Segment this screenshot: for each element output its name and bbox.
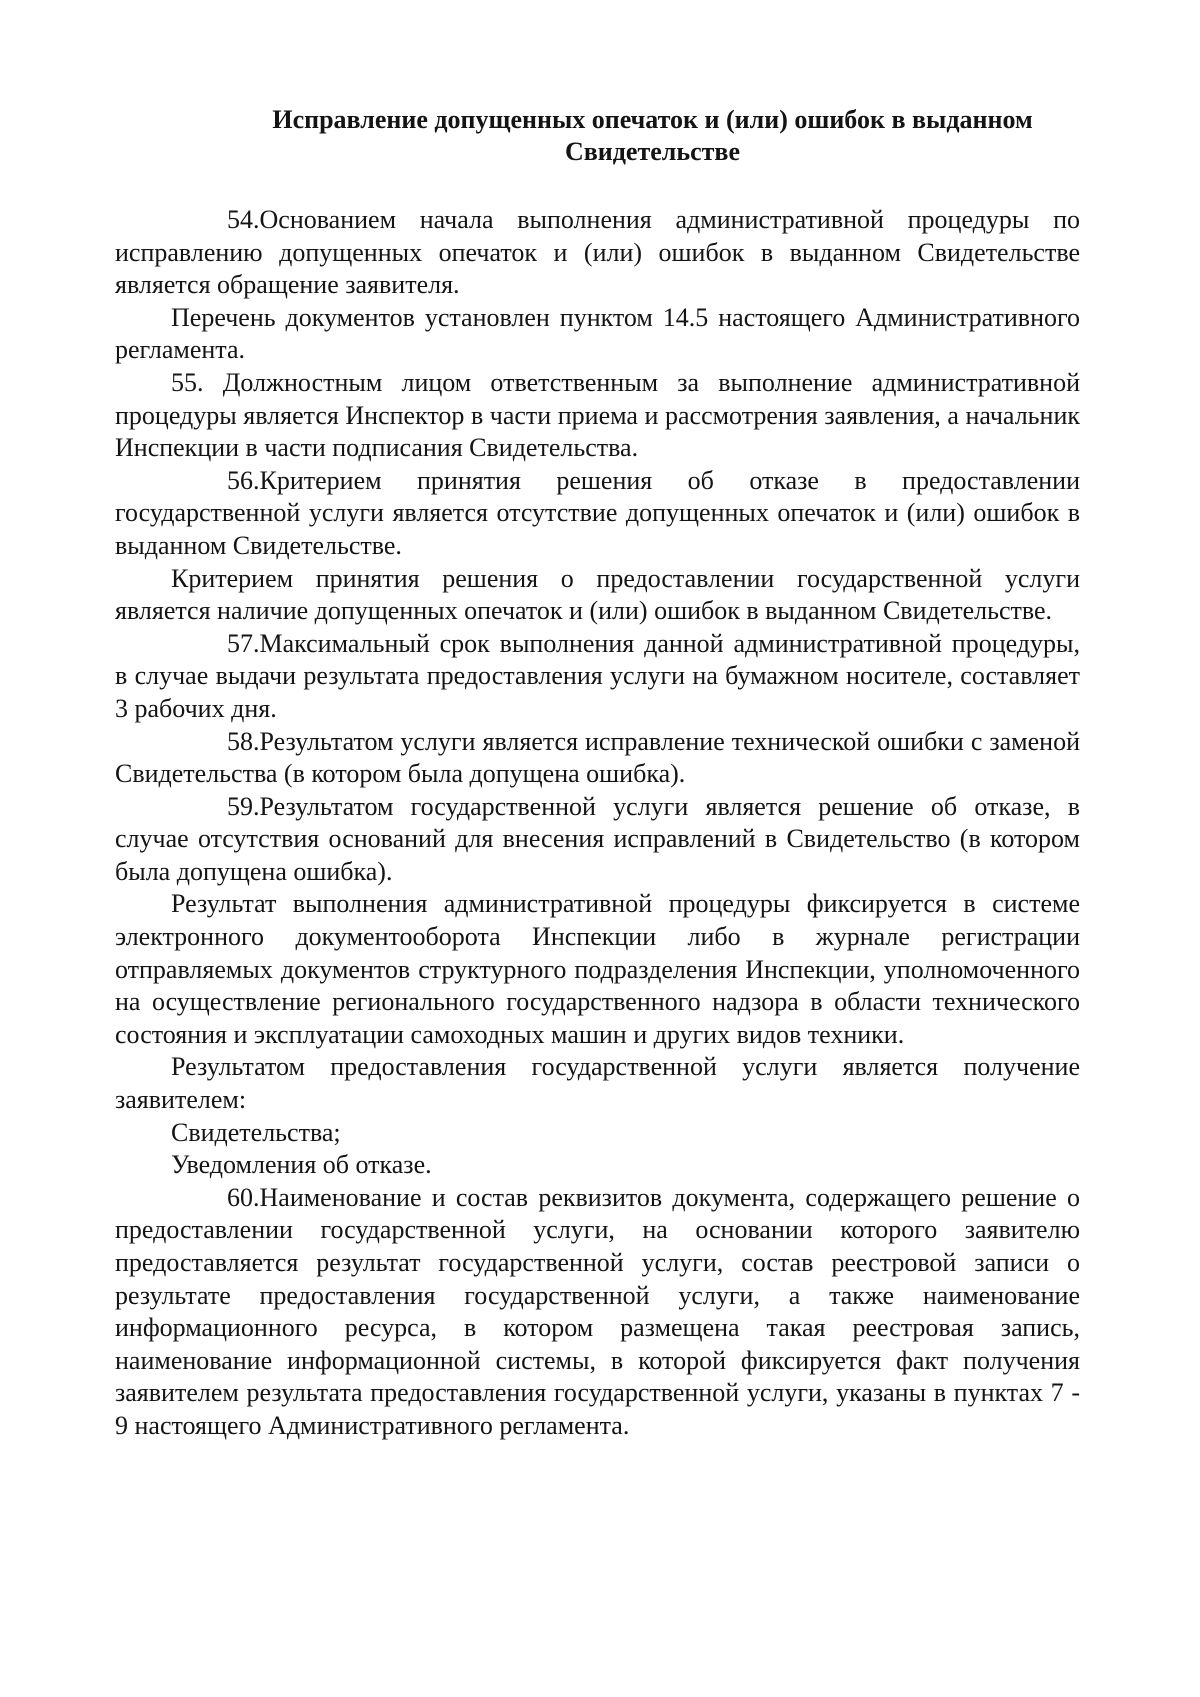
paragraph-59 xyxy=(115,791,1080,889)
paragraph-57 xyxy=(115,628,1080,726)
paragraph-number: 59. xyxy=(227,791,260,821)
paragraph-text: Результатом предоставления государственной услуги является получение заявителем: xyxy=(115,1052,1080,1115)
paragraph-text: Основанием начала выполнения административной процедуры по исправлению допущенных опечаток и (или) ошибок в выданном Свидетельстве является обращение заявителя. xyxy=(115,205,1080,300)
paragraph-59-result-intro xyxy=(115,1051,1080,1116)
paragraph-number: 60. xyxy=(227,1182,260,1212)
paragraph-text: Перечень документов установлен пунктом 14.5 настоящего Административного регламента. xyxy=(115,302,1080,365)
paragraph-58 xyxy=(115,726,1080,791)
paragraph-60 xyxy=(115,1182,1080,1443)
paragraph-text: Результат выполнения административной процедуры фиксируется в системе электронного документооборота Инспекции либо в журнале регистрации отправляемых документов структурного подразделения Инспекции, уполномоченного на осуществление регионального государственного надзора в области технического состояния и эксплуатации самоходных машин и других видов техники. xyxy=(115,889,1080,1049)
paragraph-text: Критерием принятия решения об отказе в предоставлении государственной услуги является отсутствие допущенных опечаток и (или) ошибок в выданном Свидетельстве. xyxy=(115,465,1080,560)
paragraph-text: Результатом услуги является исправление технической ошибки с заменой Свидетельства (в котором была допущена ошибка). xyxy=(115,726,1080,789)
list-item-certificate xyxy=(115,1117,1080,1150)
paragraph-text: Наименование и состав реквизитов документа, содержащего решение о предоставлении государственной услуги, на основании которого заявителю предоставляется результат государственной услуги, состав реестровой записи о результате предоставления государственной услуги, а также наименование информационного ресурса, в котором размещена такая реестровая запись, наименование информационной системы, в которой фиксируется факт получения заявителем результата предоставления государственной услуги, указаны в пунктах 7 - 9 настоящего Административного регламента. xyxy=(115,1182,1080,1440)
paragraph-text: Уведомления об отказе. xyxy=(171,1150,432,1180)
section-title xyxy=(115,104,1080,168)
paragraph-59-result-registration xyxy=(115,888,1080,1051)
paragraph-56 xyxy=(115,465,1080,563)
paragraph-54 xyxy=(115,204,1080,302)
paragraph-54-documents-list xyxy=(115,302,1080,367)
paragraph-text: Максимальный срок выполнения данной административной процедуры, в случае выдачи результата предоставления услуги на бумажном носителе, составляет 3 рабочих дня. xyxy=(115,628,1080,723)
paragraph-text: Должностным лицом ответственным за выполнение административной процедуры является Инспектор в части приема и рассмотрения заявления, а начальник Инспекции в части подписания Свидетельства. xyxy=(115,367,1080,463)
paragraph-number: 56. xyxy=(227,465,260,495)
document-page xyxy=(115,104,1080,1443)
paragraph-number: 58. xyxy=(227,726,260,756)
section-title-line-2: Свидетельстве xyxy=(564,137,741,166)
paragraph-number: 54. xyxy=(227,205,260,234)
paragraph-55 xyxy=(115,367,1080,465)
paragraph-text: Критерием принятия решения о предоставлении государственной услуги является наличие допущенных опечаток и (или) ошибок в выданном Свидетельстве. xyxy=(115,563,1080,626)
paragraph-text: Результатом государственной услуги является решение об отказе, в случае отсутствия оснований для внесения исправлений в Свидетельство (в котором была допущена ошибка). xyxy=(115,791,1080,886)
section-title-line-1: Исправление допущенных опечаток и (или) ошибок в выданном xyxy=(272,105,1033,134)
paragraph-56-criterion xyxy=(115,563,1080,628)
paragraph-number: 55. xyxy=(171,367,204,397)
paragraph-number: 57. xyxy=(227,628,260,658)
paragraph-text: Свидетельства; xyxy=(171,1117,341,1147)
list-item-refusal-notice xyxy=(115,1149,1080,1182)
